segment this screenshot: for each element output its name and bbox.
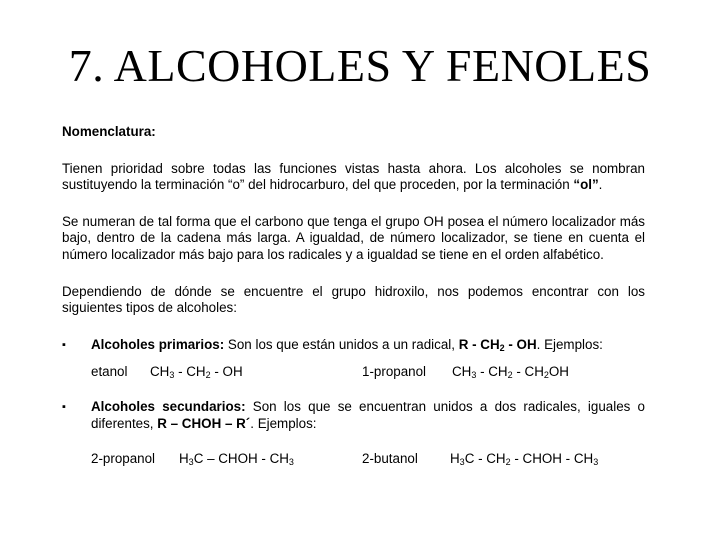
- bullet-square-icon: ▪: [62, 401, 66, 414]
- paragraph-naming-rule: Tienen prioridad sobre todas las funciones vistas hasta ahora. Los alcoholes se nombran sustituyendo la terminación “o” del hidrocarburo, del que proceden, por la terminación “ol”.: [62, 160, 645, 193]
- slide-content: [62, 124, 645, 468]
- example-formula-1-propanol: $CH_3 - CH_2 - CH_2OH$: [452, 364, 569, 381]
- example-name-2-propanol: 2-propanol: [91, 450, 156, 466]
- example-name-1-propanol: 1-propanol: [362, 364, 427, 380]
- example-formula-2-propanol: $H_3C$ – CHOH - $CH_3$: [179, 450, 294, 467]
- secondary-examples-row: [62, 451, 645, 468]
- bullet-square-icon: ▪: [62, 338, 66, 351]
- section-heading: Nomenclatura:: [62, 124, 156, 139]
- example-formula-etanol: $CH_3 - CH_2$ - OH: [150, 364, 243, 381]
- slide-title: 7. ALCOHOLES Y FENOLES: [68, 40, 652, 91]
- paragraph-alcohol-types: Dependiendo de dónde se encuentre el grupo hidroxilo, nos podemos encontrar con los siguientes tipos de alcoholes:: [62, 283, 645, 316]
- paragraph-numbering-rule: Se numeran de tal forma que el carbono que tenga el grupo OH posea el número localizador más bajo, dentro de la cadena más larga. A igualdad, de número localizador, se tiene en cuenta el número localizador más bajo para los radicales y a igualdad se tiene en el orden alfabético.: [62, 213, 645, 262]
- bullet-secondary-alcohols: [62, 399, 645, 432]
- example-formula-2-butanol: $H_3C - CH_2$ - CHOH - $CH_3$: [450, 450, 599, 467]
- secondary-alcohols-text: Alcoholes secundarios: Son los que se encuentran unidos a dos radicales, iguales o diferentes, R – CHOH – R´. Ejemplos:: [91, 399, 646, 431]
- primary-alcohols-text: Alcoholes primarios: Son los que están unidos a un radical, R - $CH_2$ - OH. Ejemplos:: [91, 336, 603, 353]
- example-name-2-butanol: 2-butanol: [362, 450, 418, 466]
- primary-examples-row: [62, 364, 645, 381]
- bullet-primary-alcohols: [62, 337, 645, 354]
- example-name-etanol: etanol: [91, 364, 128, 380]
